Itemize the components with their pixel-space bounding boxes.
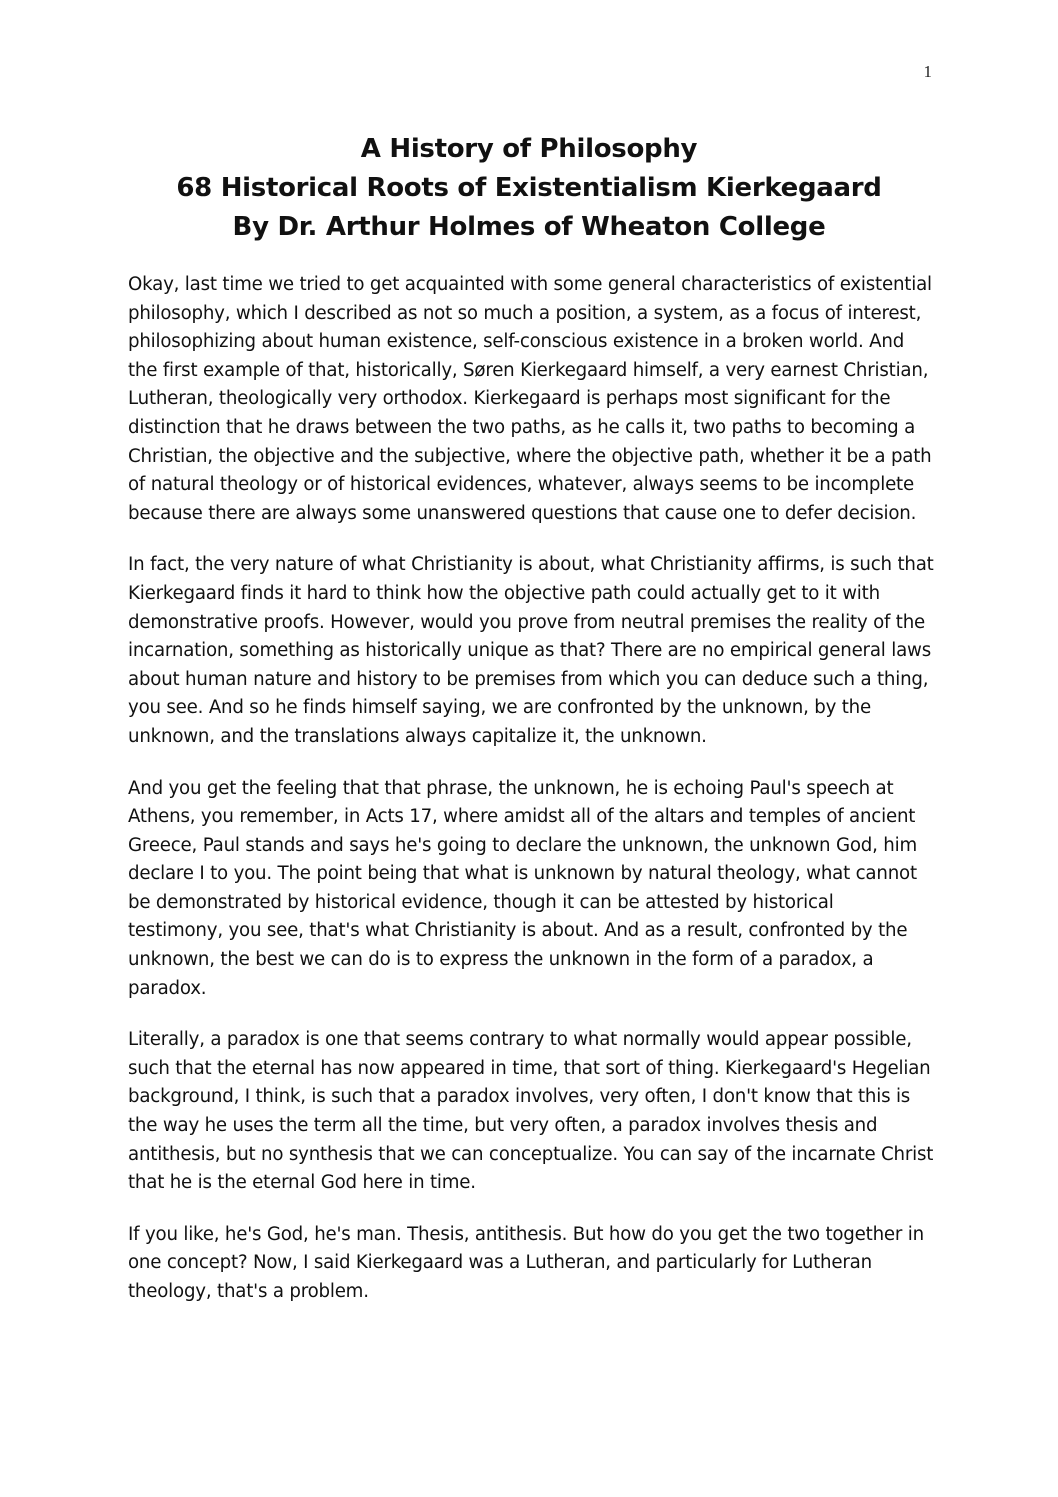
body-text: [128, 271, 934, 1330]
paragraph-3: And you get the feeling that that phrase, the unknown, he is echoing Paul's speech at Athens, you remember, in Acts 17, where amidst all of the altars and temples of ancient Greece, Paul stands and says he's going to declare the unknown, the unknown God, him declare I to you. The point being that what is unknown by natural theology, what cannot be demonstrated by historical evidence, though it can be attested by historical testimony, you see, that's what Christianity is about. And as a result, confronted by the unknown, the best we can do is to express the unknown in the form of a paradox, a paradox.: [128, 777, 917, 999]
page-number: 1: [923, 62, 932, 81]
title-line-author: By Dr. Arthur Holmes of Wheaton College: [232, 212, 826, 242]
paragraph-4: Literally, a paradox is one that seems contrary to what normally would appear possible, such that the eternal has now appeared in time, that sort of thing. Kierkegaard's Hegelian background, I think, is such that a paradox involves, very often, I don't know that this is the way he uses the term all the time, but very often, a paradox involves thesis and antithesis, but no synthesis that we can conceptualize. You can say of the incarnate Christ that he is the eternal God here in time.: [128, 1029, 934, 1194]
paragraph-2: In fact, the very nature of what Christianity is about, what Christianity affirms, is such that Kierkegaard finds it hard to think how the objective path could actually get to it with demonstrative proofs. However, would you prove from neutral premises the reality of the incarnation, something as historically unique as that? There are no empirical general laws about human nature and history to be premises from which you can deduce such a thing, you see. And so he finds himself saying, we are confronted by the unknown, by the unknown, and the translations always capitalize it, the unknown.: [128, 554, 934, 747]
title-line-series: A History of Philosophy: [360, 134, 698, 164]
paragraph-1: Okay, last time we tried to get acquainted with some general characteristics of existential philosophy, which I described as not so much a position, a system, as a focus of interest, philosophizing about human existence, self-conscious existence in a broken world. And the first example of that, historically, Søren Kierkegaard himself, a very earnest Christian, Lutheran, theologically very orthodox. Kierkegaard is perhaps most significant for the distinction that he draws between the two paths, as he calls it, two paths to becoming a Christian, the objective and the subjective, where the objective path, whether it be a path of natural theology or of historical evidences, whatever, always seems to be incomplete because there are always some unanswered questions that cause one to defer decision.: [128, 274, 932, 524]
paragraph-5: If you like, he's God, he's man. Thesis, antithesis. But how do you get the two together in one concept? Now, I said Kierkegaard was a Lutheran, and particularly for Lutheran theology, that's a problem.: [128, 1223, 924, 1302]
document-title: [0, 130, 1058, 247]
title-line-lecture: 68 Historical Roots of Existentialism Kierkegaard: [176, 173, 882, 203]
